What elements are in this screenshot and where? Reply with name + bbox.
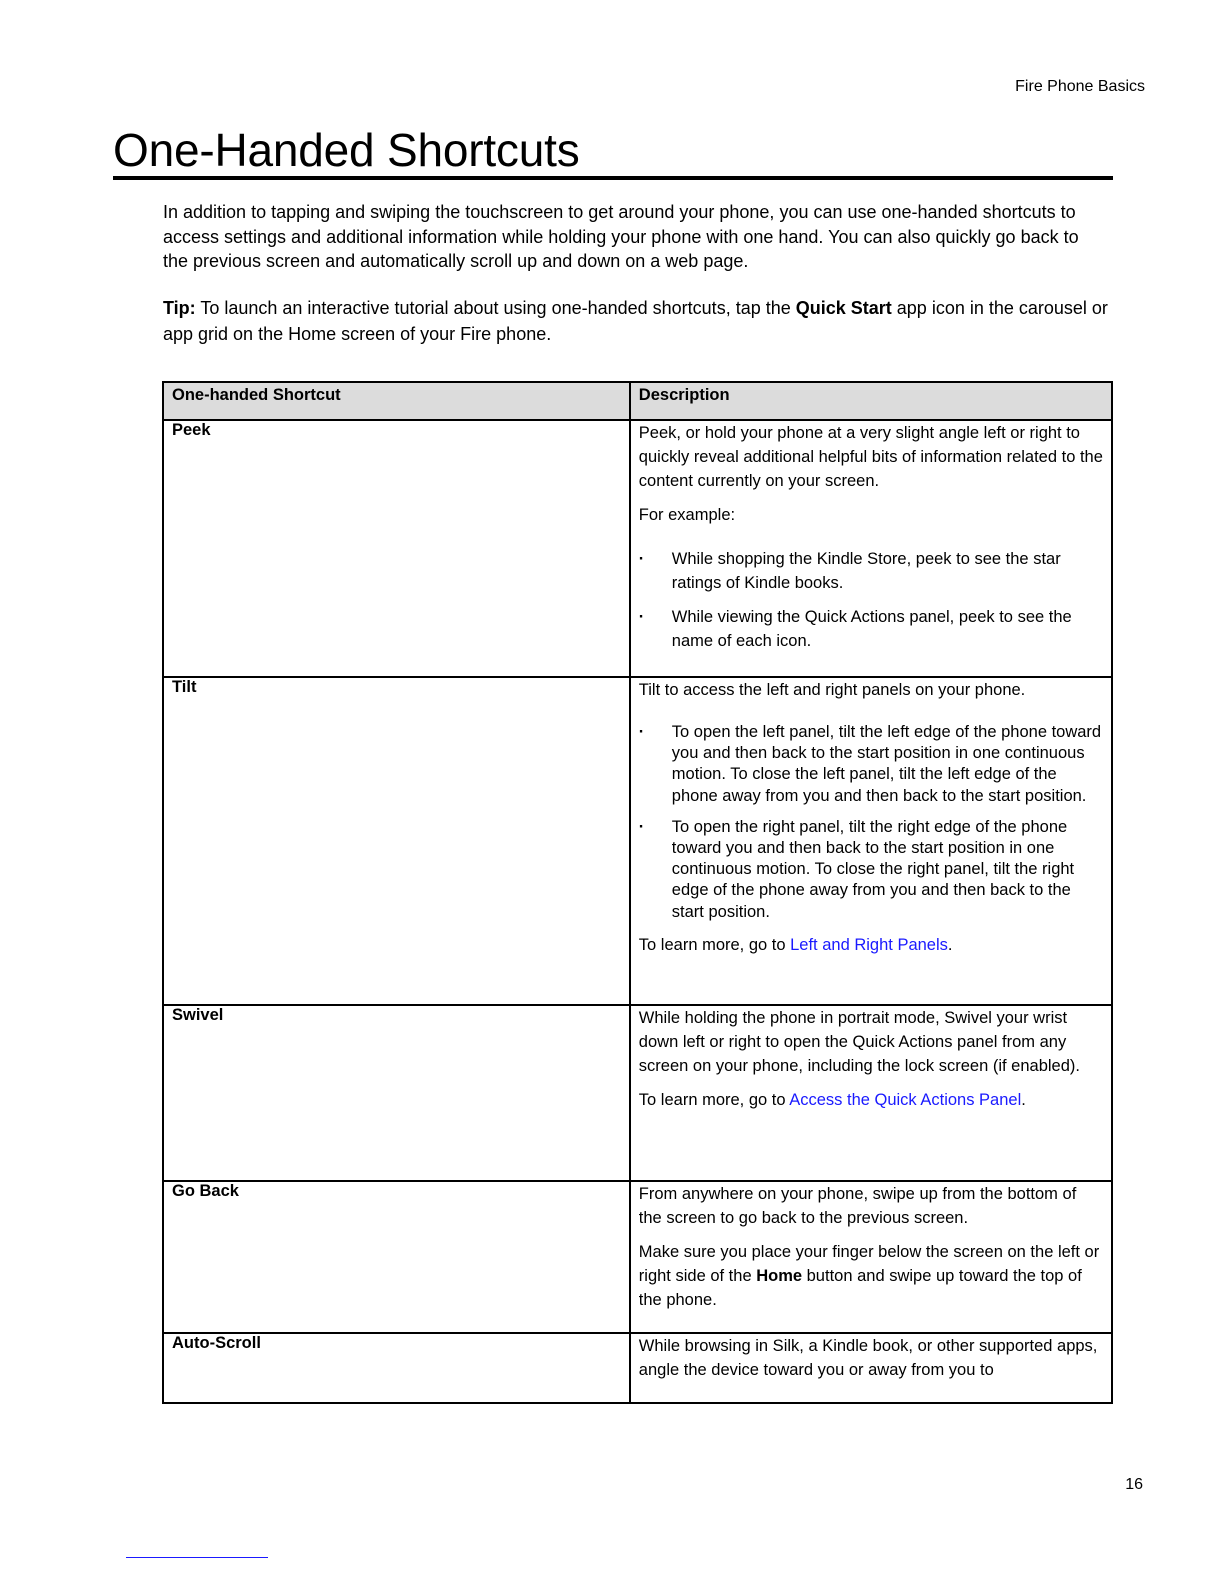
- tip-text-before: To launch an interactive tutorial about using one-handed shortcuts, tap the: [195, 298, 796, 318]
- intro-paragraph: In addition to tapping and swiping the touchscreen to get around your phone, you can use one-handed shortcuts to access settings and additional information while holding your phone with one hand. You can also quickly go back to the previous screen and automatically scroll up and down on a web page.: [163, 202, 1079, 271]
- swivel-learn-more: [639, 1088, 1103, 1112]
- swivel-learn-suffix: .: [1021, 1091, 1026, 1109]
- peek-example-label: For example:: [638, 506, 736, 524]
- description-go-back: [630, 1181, 1112, 1333]
- go-back-paragraph-2: [639, 1240, 1103, 1312]
- shortcuts-table: [162, 381, 1113, 1404]
- tilt-learn-more: [639, 933, 1103, 957]
- page-title: One-Handed Shortcuts: [113, 124, 580, 176]
- tip-paragraph: [163, 295, 1108, 347]
- table-row-peek: [163, 420, 1112, 677]
- peek-paragraph: Peek, or hold your phone at a very slight angle left or right to quickly reveal additional helpful bits of information related to the content currently on your screen.: [638, 424, 1103, 490]
- link-left-right-panels[interactable]: Left and Right Panels: [790, 935, 948, 954]
- shortcut-name-auto-scroll: Auto-Scroll: [163, 1333, 630, 1403]
- peek-bullet: · While viewing the Quick Actions panel, peek to see the name of each icon.: [639, 605, 1103, 653]
- shortcut-name-peek: Peek: [163, 420, 630, 677]
- shortcut-name-tilt: Tilt: [163, 677, 630, 1005]
- go-back-paragraph: From anywhere on your phone, swipe up from the bottom of the screen to go back to the previous screen.: [638, 1185, 1077, 1227]
- running-header: Fire Phone Basics: [1015, 78, 1145, 95]
- auto-scroll-paragraph: While browsing in Silk, a Kindle book, or other supported apps, angle the device toward you or away from you to: [638, 1337, 1098, 1379]
- tilt-bullet: · To open the right panel, tilt the right edge of the phone toward you and then back to the start position in one continuous motion. To close the right panel, tilt the right edge of the phone away from you and then back to the start position.: [639, 817, 1103, 923]
- title-rule: [113, 176, 1113, 180]
- header-shortcut: One-handed Shortcut: [163, 382, 630, 420]
- link-quick-actions-panel[interactable]: Access the Quick Actions Panel: [789, 1091, 1022, 1109]
- table-header-row: [163, 382, 1112, 420]
- header-description: Description: [630, 382, 1112, 420]
- swivel-learn-prefix: To learn more, go to: [638, 1091, 790, 1109]
- go-back-home-bold: Home: [756, 1267, 803, 1285]
- shortcut-name-go-back: Go Back: [163, 1181, 630, 1333]
- description-tilt: [630, 677, 1112, 1005]
- page-number: 16: [1125, 1476, 1143, 1493]
- peek-bullet: · While shopping the Kindle Store, peek to see the star ratings of Kindle books.: [639, 547, 1103, 595]
- tip-text-after: app icon in the carousel or app grid on the Home screen of your Fire phone.: [163, 298, 1108, 344]
- table-row-go-back: [163, 1181, 1112, 1333]
- swivel-paragraph: While holding the phone in portrait mode, Swivel your wrist down left or right to open the Quick Actions panel from any screen on your phone, including the lock screen (if enabled).: [638, 1009, 1080, 1075]
- description-swivel: [630, 1005, 1112, 1181]
- tilt-learn-suffix: .: [947, 935, 953, 954]
- go-back-text-after: button and swipe up toward the top of the phone.: [638, 1267, 1082, 1309]
- description-auto-scroll: [630, 1333, 1112, 1403]
- tip-label: Tip:: [163, 298, 196, 318]
- table-row-auto-scroll: [163, 1333, 1112, 1403]
- tilt-learn-prefix: To learn more, go to: [638, 935, 791, 954]
- go-back-text-before: Make sure you place your finger below the screen on the left or right side of the: [638, 1243, 1100, 1285]
- peek-bullet-list: [639, 547, 1103, 653]
- description-peek: [630, 420, 1112, 677]
- tilt-bullet: · To open the left panel, tilt the left edge of the phone toward you and then back to the start position in one continuous motion. To close the left panel, tilt the left edge of the phone away from you and then back to the start position.: [639, 722, 1103, 807]
- footer-rule: [126, 1557, 268, 1558]
- tilt-bullet-list: [639, 722, 1103, 923]
- tilt-paragraph: Tilt to access the left and right panels on your phone.: [638, 681, 1026, 699]
- table-row-tilt: [163, 677, 1112, 1005]
- table-row-swivel: [163, 1005, 1112, 1181]
- tip-bold: Quick Start: [795, 298, 892, 318]
- shortcut-name-swivel: Swivel: [163, 1005, 630, 1181]
